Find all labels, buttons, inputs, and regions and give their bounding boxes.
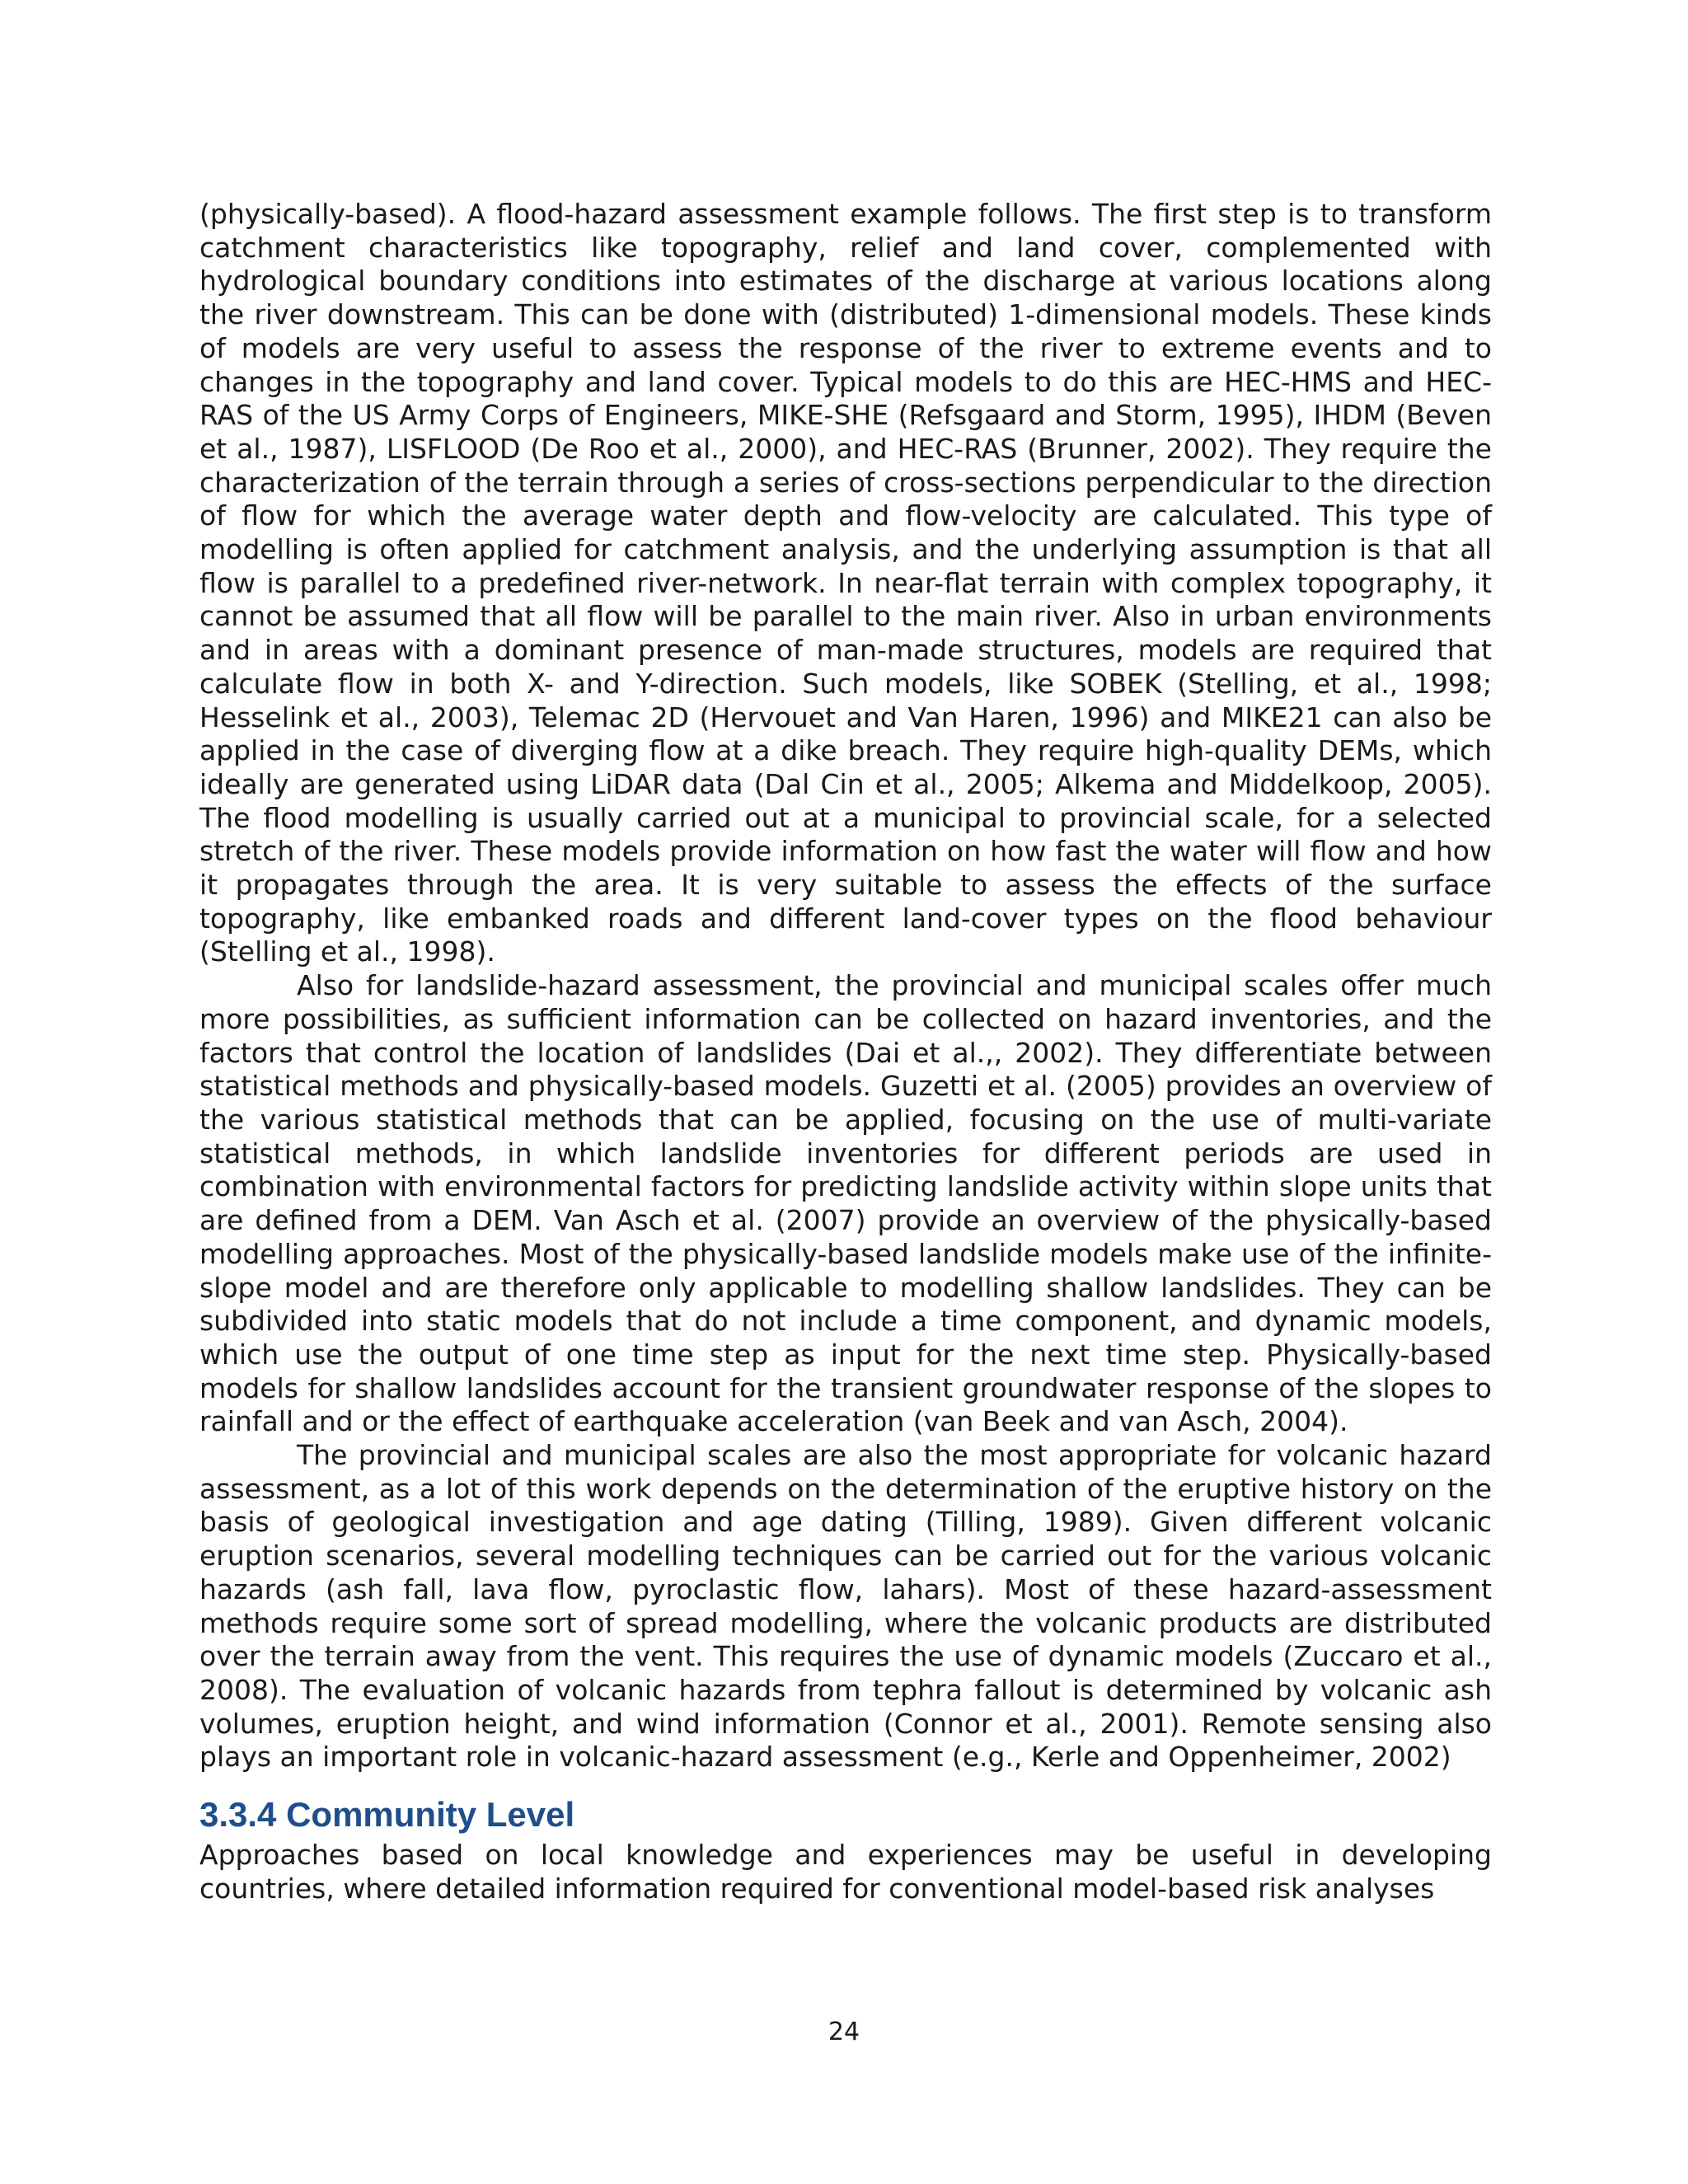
paragraph-volcanic-hazard: The provincial and municipal scales are also the most appropriate for volcanic hazard assessment, as a lot of this work depends on the determination of the eruptive history on the basis of geological investigation and age dating (Tilling, 1989). Given different volcanic eruption scenarios, several modelling techniques can be carried out for the various volcanic hazards (ash fall, lava flow, pyroclastic flow, lahars). Most of these hazard-assessment methods require some sort of spread modelling, where the volcanic products are distributed over the terrain away from the vent. This requires the use of dynamic models (Zuccaro et al., 2008). The evaluation of volcanic hazards from tephra fallout is determined by volcanic ash volumes, eruption height, and wind information (Connor et al., 2001). Remote sensing also plays an important role in volcanic-hazard assessment (e.g., Kerle and Oppenheimer, 2002) (199, 1439, 1492, 1774)
paragraph-landslide-hazard: Also for landslide-hazard assessment, the provincial and municipal scales offer much more possibilities, as sufficient information can be collected on hazard inventories, and the factors that control the location of landslides (Dai et al.,, 2002). They differentiate between statistical methods and physically-based models. Guzetti et al. (2005) provides an overview of the various statistical methods that can be applied, focusing on the use of multi-variate statistical methods, in which landslide inventories for different periods are used in combination with environmental factors for predicting landslide activity within slope units that are defined from a DEM. Van Asch et al. (2007) provide an overview of the physically-based modelling approaches. Most of the physically-based landslide models make use of the infinite-slope model and are therefore only applicable to modelling shallow landslides. They can be subdivided into static models that do not include a time component, and dynamic models, which use the output of one time step as input for the next time step. Physically-based models for shallow landslides account for the transient groundwater response of the slopes to rainfall and or the effect of earthquake acceleration (van Beek and van Asch, 2004). (199, 969, 1492, 1438)
paragraph-flood-modelling: (physically-based). A flood-hazard assessment example follows. The first step is to transform catchment characteristics like topography, relief and land cover, complemented with hydrological boundary conditions into estimates of the discharge at various locations along the river downstream. This can be done with (distributed) 1-dimensional models. These kinds of models are very useful to assess the response of the river to extreme events and to changes in the topography and land cover. Typical models to do this are HEC-HMS and HEC-RAS of the US Army Corps of Engineers, MIKE-SHE (Refsgaard and Storm, 1995), IHDM (Beven et al., 1987), LISFLOOD (De Roo et al., 2000), and HEC-RAS (Brunner, 2002). They require the characterization of the terrain through a series of cross-sections perpendicular to the direction of flow for which the average water depth and flow-velocity are calculated. This type of modelling is often applied for catchment analysis, and the underlying assumption is that all flow is parallel to a predefined river-network. In near-flat terrain with complex topography, it cannot be assumed that all flow will be parallel to the main river. Also in urban environments and in areas with a dominant presence of man-made structures, models are required that calculate flow in both X- and Y-direction. Such models, like SOBEK (Stelling, et al., 1998; Hesselink et al., 2003), Telemac 2D (Hervouet and Van Haren, 1996) and MIKE21 can also be applied in the case of diverging flow at a dike breach. They require high-quality DEMs, which ideally are generated using LiDAR data (Dal Cin et al., 2005; Alkema and Middelkoop, 2005). The flood modelling is usually carried out at a municipal to provincial scale, for a selected stretch of the river. These models provide information on how fast the water will flow and how it propagates through the area. It is very suitable to assess the effects of the surface topography, like embanked roads and different land-cover types on the flood behaviour (Stelling et al., 1998). (199, 198, 1492, 968)
paragraph-community-approaches: Approaches based on local knowledge and experiences may be useful in developing countries, where detailed information required for conventional model-based risk analyses (199, 1839, 1492, 1905)
section-heading-community-level: 3.3.4 Community Level (199, 1795, 575, 1835)
page-number: 24 (828, 2018, 860, 2046)
page-body (199, 198, 1492, 1905)
